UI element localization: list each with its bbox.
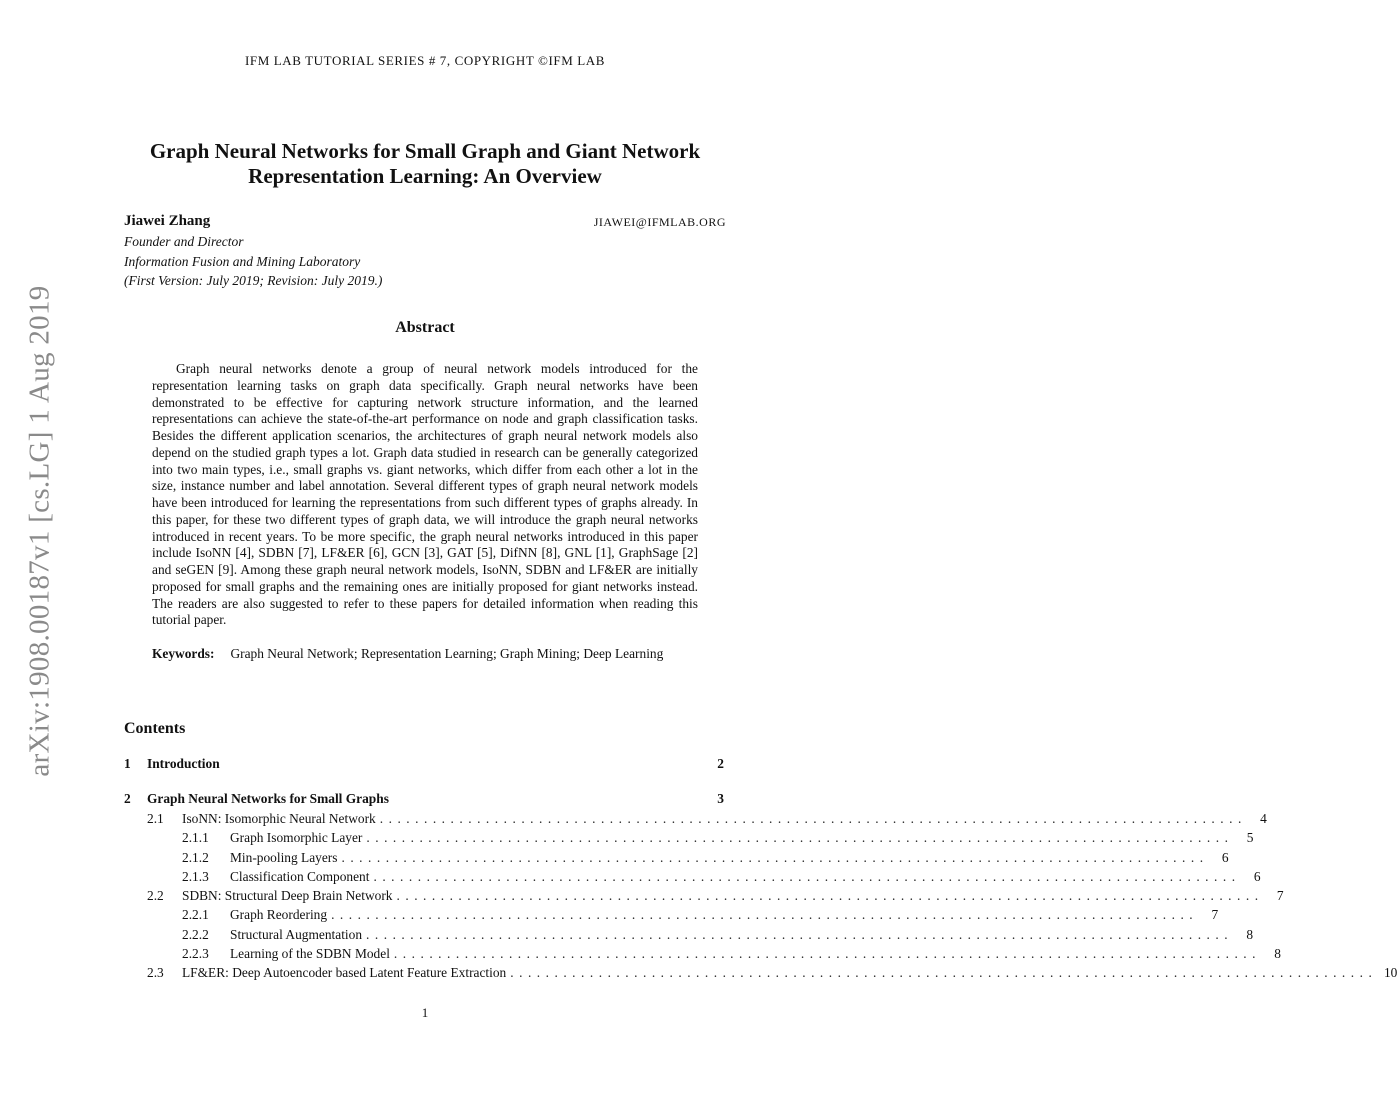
toc-entry[interactable] <box>124 965 1397 981</box>
toc-number: 1 <box>124 756 131 771</box>
toc-title: Graph Neural Networks for Small Graphs <box>147 791 389 806</box>
running-header: IFM LAB TUTORIAL SERIES # 7, COPYRIGHT ©IFM LAB <box>244 53 606 68</box>
toc-page: 8 <box>1274 946 1281 961</box>
toc-page: 2 <box>717 756 724 771</box>
toc-page: 3 <box>717 791 724 806</box>
version-info: (First Version: July 2019; Revision: July 2019.) <box>124 273 383 288</box>
title-line-2: Representation Learning: An Overview <box>248 164 602 188</box>
paper-title <box>100 139 750 189</box>
toc-leader: .................................................................................................. <box>366 927 1234 942</box>
author-name: Jiawei Zhang <box>124 213 211 229</box>
toc-number: 2.3 <box>147 965 164 980</box>
toc-entry[interactable] <box>124 869 1261 885</box>
toc-number: 2.1.2 <box>182 850 209 865</box>
toc-number: 2.1.3 <box>182 869 209 884</box>
toc-title: LF&ER: Deep Autoencoder based Latent Feature Extraction <box>182 965 507 980</box>
toc-leader: .................................................................................................. <box>396 888 1264 903</box>
toc-leader: .................................................................................................. <box>366 830 1234 845</box>
author-email[interactable]: JIAWEI@IFMLAB.ORG <box>593 215 726 229</box>
toc-number: 2.2.1 <box>182 907 209 922</box>
toc-number: 2.1.1 <box>182 830 209 845</box>
toc-leader: .................................................................................................. <box>331 907 1199 922</box>
toc-entry[interactable] <box>124 927 1254 943</box>
toc-entry[interactable] <box>124 850 1229 866</box>
toc-title: Structural Augmentation <box>230 927 363 942</box>
toc-entry[interactable] <box>124 888 1284 904</box>
toc-page: 7 <box>1276 888 1284 903</box>
toc-title: Graph Reordering <box>230 907 328 922</box>
toc-title: IsoNN: Isomorphic Neural Network <box>182 811 376 826</box>
toc-page: 5 <box>1246 830 1254 845</box>
toc-leader: .................................................................................................. <box>510 965 1378 980</box>
toc-leader: .................................................................................................. <box>373 869 1241 884</box>
toc-number: 2.2.3 <box>182 946 209 961</box>
toc-title: SDBN: Structural Deep Brain Network <box>182 888 393 903</box>
abstract-body: Graph neural networks denote a group of neural network models introduced for the representation learning tasks on graph data specifically. Graph neural networks have been demonstrated to be effective for capturing network structure information, and the learned representations can achieve the state-of-the-art performance on node and graph classification tasks. Besides the different application scenarios, the architectures of graph neural network models also depend on the studied graph types a lot. Graph data studied in research can be generally categorized into two main types, i.e., small graphs vs. giant networks, which differ from each other a lot in the size, instance number and label annotation. Several different types of graph neural network models have been introduced for learning the representations from such different types of graphs already. In this paper, for these two different types of graph data, we will introduce the graph neural networks introduced in recent years. To be more specific, the graph neural networks introduced in this paper include IsoNN [4], SDBN [7], LF&ER [6], GCN [3], GAT [5], DifNN [8], GNL [1], GraphSage [2] and seGEN [9]. Among these graph neural network models, IsoNN, SDBN and LF&ER are initially proposed for small graphs and the remaining ones are initially proposed for giant networks instead. The readers are also suggested to refer to these papers for detailed information when reading this tutorial paper. <box>152 361 698 628</box>
contents-heading: Contents <box>124 720 186 737</box>
toc-page: 4 <box>1260 811 1267 826</box>
toc-entry[interactable] <box>124 907 1219 923</box>
toc-entry[interactable] <box>124 811 1267 827</box>
toc-title: Graph Isomorphic Layer <box>230 830 363 845</box>
keywords <box>152 646 698 663</box>
toc-number: 2.1 <box>147 811 164 826</box>
toc-page: 6 <box>1221 850 1229 865</box>
toc-page: 7 <box>1211 907 1219 922</box>
arxiv-identifier: arXiv:1908.00187v1 [cs.LG] 1 Aug 2019 <box>23 285 56 777</box>
toc-leader: .................................................................................................. <box>379 811 1247 826</box>
author-role: Founder and Director <box>124 234 244 249</box>
toc-title: Classification Component <box>230 869 370 884</box>
abstract-heading: Abstract <box>395 319 455 336</box>
toc-page: 10 <box>1383 965 1397 980</box>
toc-entry[interactable] <box>124 830 1254 846</box>
author-lab: Information Fusion and Mining Laboratory <box>124 254 361 269</box>
title-line-1: Graph Neural Networks for Small Graph and Giant Network <box>149 139 701 163</box>
page-number: 1 <box>421 1005 429 1020</box>
toc-entry[interactable] <box>124 946 1281 962</box>
toc-number: 2.2.2 <box>182 927 209 942</box>
keywords-label: Keywords: <box>152 646 215 661</box>
toc-title: Learning of the SDBN Model <box>230 946 390 961</box>
toc-number: 2 <box>124 791 131 806</box>
toc-page: 8 <box>1246 927 1254 942</box>
keywords-list: Graph Neural Network; Representation Learning; Graph Mining; Deep Learning <box>230 646 664 661</box>
toc-page: 6 <box>1253 869 1261 884</box>
toc-entry[interactable] <box>124 791 724 807</box>
toc-number: 2.2 <box>147 888 164 903</box>
toc-leader: .................................................................................................. <box>341 850 1209 865</box>
toc-title: Introduction <box>147 756 220 771</box>
toc-title: Min-pooling Layers <box>230 850 338 865</box>
toc-entry[interactable] <box>124 756 724 772</box>
toc-leader: .................................................................................................. <box>393 946 1261 961</box>
